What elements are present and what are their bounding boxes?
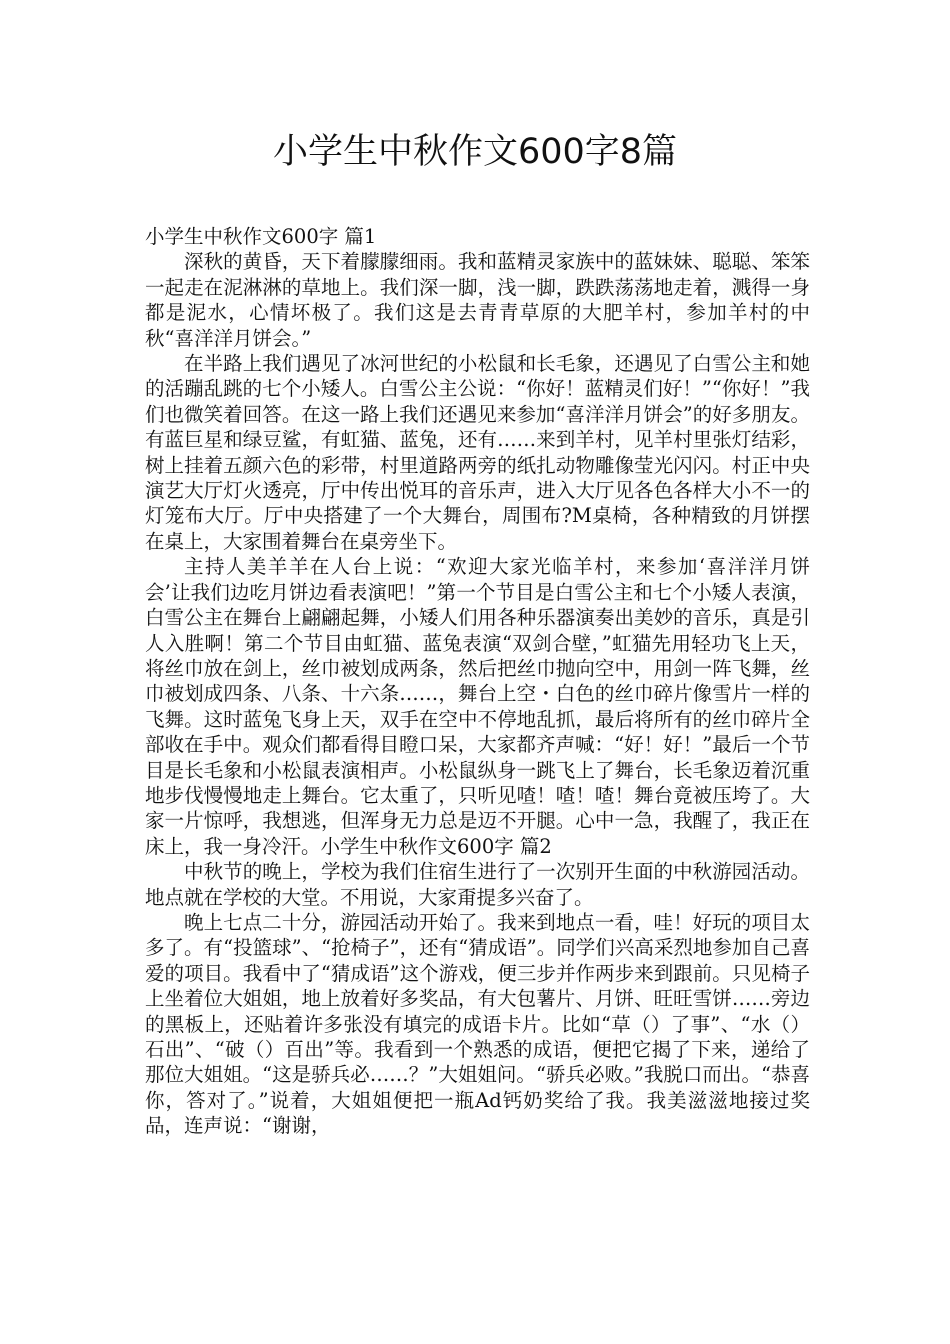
document-body xyxy=(145,224,810,1139)
paragraph: 在半路上我们遇见了冰河世纪的小松鼠和长毛象，还遇见了白雪公主和她的活蹦乱跳的七个小矮人。白雪公主公说：“你好！蓝精灵们好！”“你好！”我们也微笑着回答。在这一路上我们还遇见来参加“喜洋洋月饼会”的好多朋友。有蓝巨星和绿豆鲨，有虹猫、蓝兔，还有……来到羊村，见羊村里张灯结彩，树上挂着五颜六色的彩带，村里道路两旁的纸扎动物雕像莹光闪闪。村正中央演艺大厅灯火透亮，厅中传出悦耳的音乐声，进入大厅见各色各样大小不一的灯笼布大厅。厅中央搭建了一个大舞台，周围布?M桌椅，各种精致的月饼摆在桌上，大家围着舞台在桌旁坐下。 xyxy=(145,352,810,553)
paragraph: 深秋的黄昏，天下着朦朦细雨。我和蓝精灵家族中的蓝妹妹、聪聪、笨笨一起走在泥淋淋的草地上。我们深一脚，浅一脚，跌跌荡荡地走着，溅得一身都是泥水，心情坏极了。我们这是去青青草原的大肥羊村，参加羊村的中秋“喜洋洋月饼会。” xyxy=(145,250,810,350)
paragraph: 主持人美羊羊在人台上说：“欢迎大家光临羊村，来参加‘喜洋洋月饼会’让我们边吃月饼边看表演吧！”第一个节目是白雪公主和七个小矮人表演，白雪公主在舞台上翩翩起舞，小矮人们用各种乐器演奏出美妙的音乐，真是引人入胜啊！第二个节目由虹猫、蓝兔表演“双剑合壁，”虹猫先用轻功飞上天，将丝巾放在剑上，丝巾被划成两条，然后把丝巾抛向空中，用剑一阵飞舞，丝巾被划成四条、八条、十六条……，舞台上空・白色的丝巾碎片像雪片一样的飞舞。这时蓝兔飞身上天，双手在空中不停地乱抓，最后将所有的丝巾碎片全部收在手中。观众们都看得目瞪口呆，大家都齐声喊：“好！好！”最后一个节目是长毛象和小松鼠表演相声。小松鼠纵身一跳飞上了舞台，长毛象迈着沉重地步伐慢慢地走上舞台。它太重了，只听见喳！喳！喳！舞台竟被压垮了。大家一片惊呼，我想逃，但浑身无力总是迈不开腿。心中一急，我醒了，我正在床上，我一身冷汗。小学生中秋作文600字 篇2 xyxy=(145,555,810,858)
paragraph: 晚上七点二十分，游园活动开始了。我来到地点一看，哇！好玩的项目太多了。有“投篮球”、“抢椅子”，还有“猜成语”。同学们兴高采烈地参加自己喜爱的项目。我看中了“猜成语”这个游戏，便三步并作两步来到跟前。只见椅子上坐着位大姐姐，地上放着好多奖品，有大包薯片、月饼、旺旺雪饼……旁边的黑板上，还贴着许多张没有填完的成语卡片。比如“草（）了事”、“水（）石出”、“破（）百出”等。我看到一个熟悉的成语，便把它揭了下来，递给了那位大姐姐。“这是骄兵必……？”大姐姐问。“骄兵必败。”我脱口而出。“恭喜你，答对了。”说着，大姐姐便把一瓶Ad钙奶奖给了我。我美滋滋地接过奖品，连声说：“谢谢， xyxy=(145,910,810,1138)
paragraph: 中秋节的晚上，学校为我们住宿生进行了一次别开生面的中秋游园活动。地点就在学校的大堂。不用说，大家甭提多兴奋了。 xyxy=(145,860,810,909)
section-heading: 小学生中秋作文600字 篇1 xyxy=(145,225,377,248)
document-title: 小学生中秋作文600字8篇 xyxy=(272,132,678,172)
